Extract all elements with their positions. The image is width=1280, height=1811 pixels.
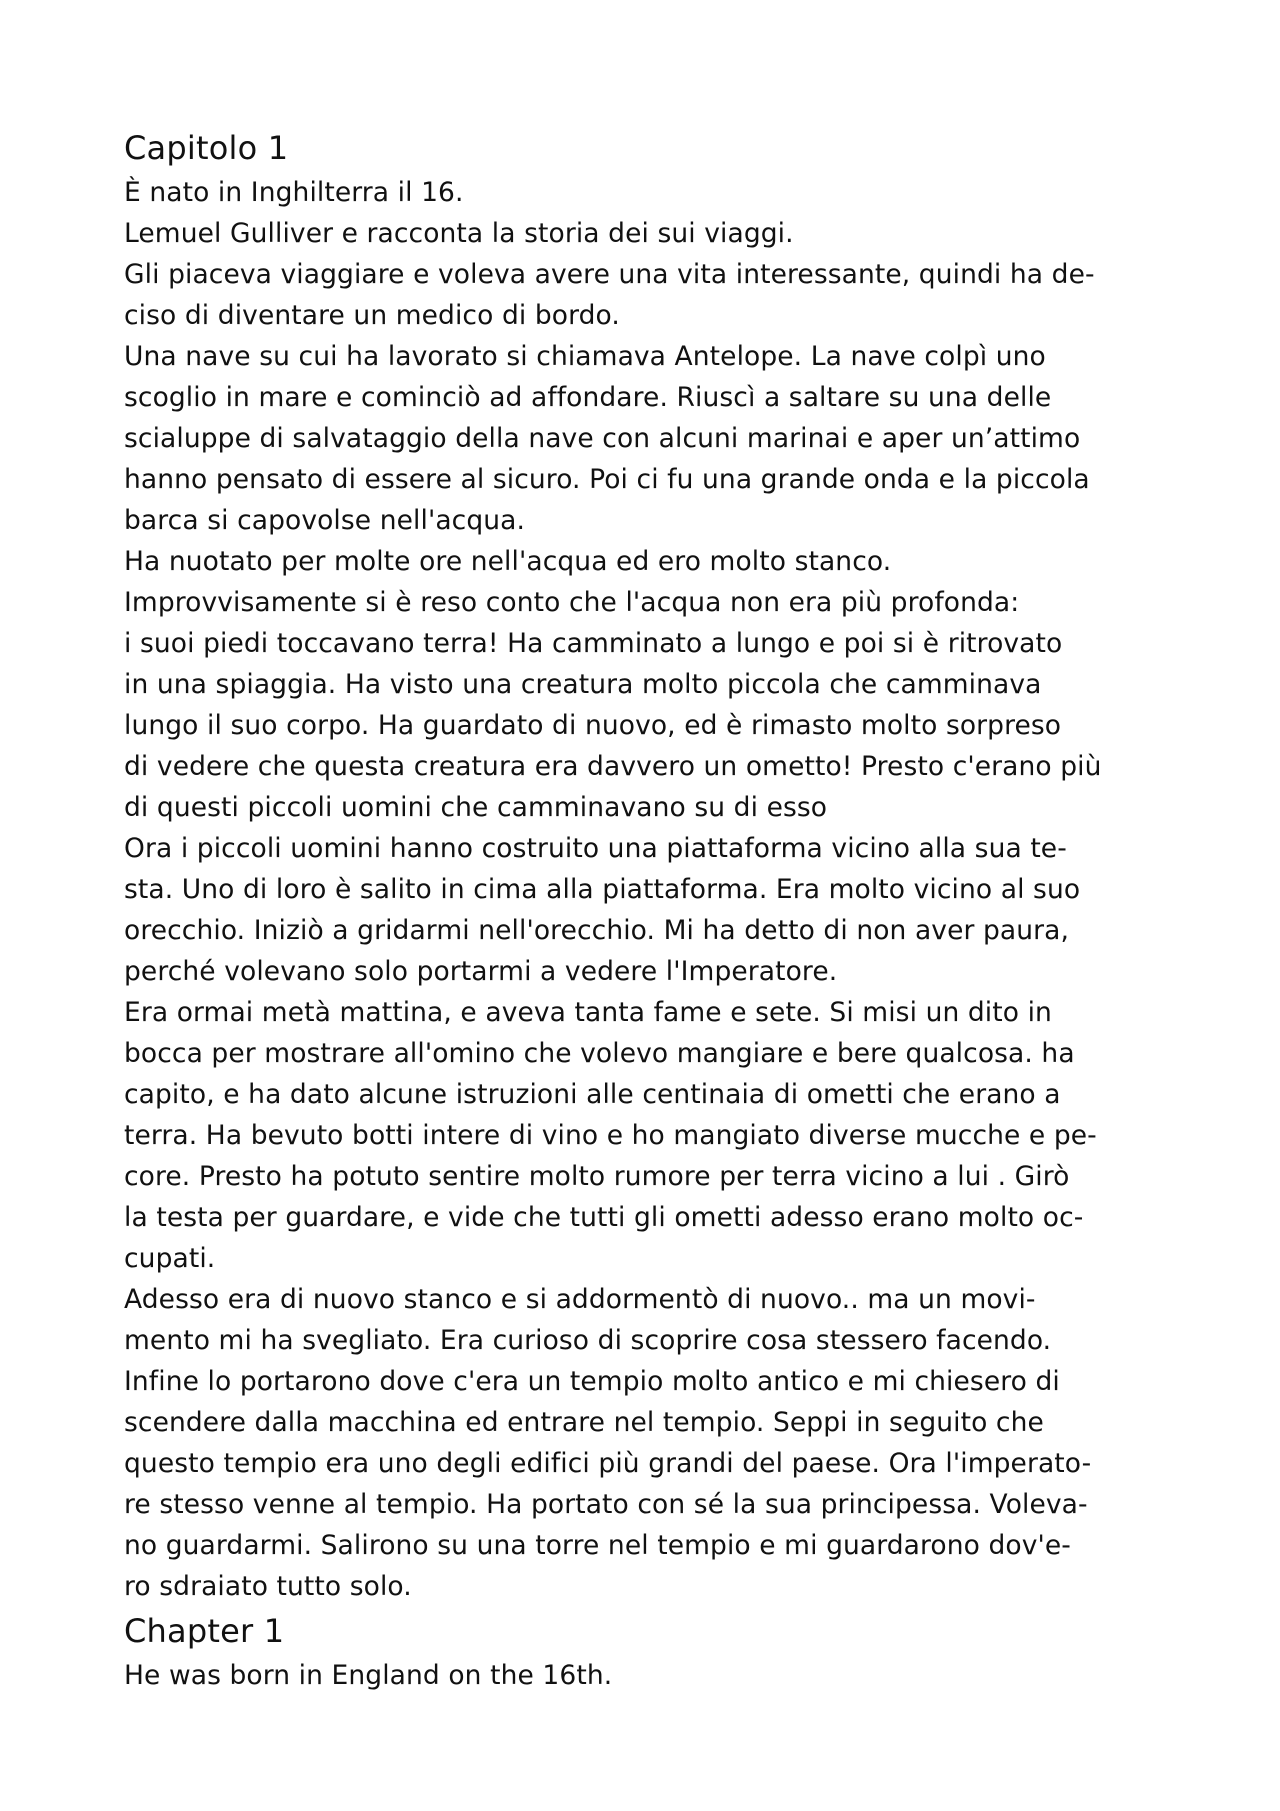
text-line: barca si capovolse nell'acqua. [124, 505, 526, 536]
text-line: ro sdraiato tutto solo. [124, 1571, 412, 1602]
text-line: È nato in Inghilterra il 16. [124, 177, 464, 208]
text-line: capito, e ha dato alcune istruzioni alle centinaia di ometti che erano a [124, 1079, 1061, 1110]
text-line: scendere dalla macchina ed entrare nel tempio. Seppi in seguito che [124, 1407, 1044, 1438]
text-line: questo tempio era uno degli edifici più grandi del paese. Ora l'imperato- [124, 1448, 1092, 1479]
text-line: sta. Uno di loro è salito in cima alla piattaforma. Era molto vicino al suo [124, 874, 1081, 905]
text-line: Improvvisamente si è reso conto che l'acqua non era più profonda: [124, 587, 1020, 618]
text-line: i suoi piedi toccavano terra! Ha camminato a lungo e poi si è ritrovato [124, 628, 1063, 659]
text-line: Una nave su cui ha lavorato si chiamava Antelope. La nave colpì uno [124, 341, 1046, 372]
text-line: lungo il suo corpo. Ha guardato di nuovo, ed è rimasto molto sorpreso [124, 710, 1062, 741]
text-line: ciso di diventare un medico di bordo. [124, 300, 620, 331]
text-line: He was born in England on the 16th. [124, 1660, 613, 1691]
text-line: mento mi ha svegliato. Era curioso di scoprire cosa stessero facendo. [124, 1325, 1052, 1356]
chapter-heading-italian: Capitolo 1 [124, 129, 289, 167]
text-line: Era ormai metà mattina, e aveva tanta fame e sete. Si misi un dito in [124, 997, 1052, 1028]
document-page [124, 124, 1174, 1696]
text-line: Infine lo portarono dove c'era un tempio molto antico e mi chiesero di [124, 1366, 1060, 1397]
text-line: re stesso venne al tempio. Ha portato con sé la sua principessa. Voleva- [124, 1489, 1088, 1520]
text-line: no guardarmi. Salirono su una torre nel tempio e mi guardarono dov'e- [124, 1530, 1071, 1561]
text-line: scialuppe di salvataggio della nave con alcuni marinai e aper un’attimo [124, 423, 1081, 454]
text-line: scoglio in mare e cominciò ad affondare. Riuscì a saltare su una delle [124, 382, 1052, 413]
text-line: in una spiaggia. Ha visto una creatura molto piccola che camminava [124, 669, 1042, 700]
text-line: core. Presto ha potuto sentire molto rumore per terra vicino a lui . Girò [124, 1161, 1070, 1192]
text-line: perché volevano solo portarmi a vedere l'Imperatore. [124, 956, 838, 987]
text-line: Lemuel Gulliver e racconta la storia dei sui viaggi. [124, 218, 794, 249]
text-line: di questi piccoli uomini che camminavano su di esso [124, 792, 828, 823]
text-line: la testa per guardare, e vide che tutti gli ometti adesso erano molto oc- [124, 1202, 1084, 1233]
text-line: bocca per mostrare all'omino che volevo mangiare e bere qualcosa. ha [124, 1038, 1075, 1069]
chapter-body-italian [124, 172, 1174, 1607]
chapter-heading-english: Chapter 1 [124, 1612, 285, 1650]
text-line: Ora i piccoli uomini hanno costruito una piattaforma vicino alla sua te- [124, 833, 1067, 864]
text-line: orecchio. Iniziò a gridarmi nell'orecchio. Mi ha detto di non aver paura, [124, 915, 1070, 946]
text-line: Adesso era di nuovo stanco e si addormentò di nuovo.. ma un movi- [124, 1284, 1036, 1315]
text-line: Gli piaceva viaggiare e voleva avere una vita interessante, quindi ha de- [124, 259, 1095, 290]
text-line: Ha nuotato per molte ore nell'acqua ed ero molto stanco. [124, 546, 892, 577]
text-line: cupati. [124, 1243, 216, 1274]
chapter-body-english [124, 1655, 1174, 1696]
text-line: di vedere che questa creatura era davvero un ometto! Presto c'erano più [124, 751, 1102, 782]
text-line: terra. Ha bevuto botti intere di vino e ho mangiato diverse mucche e pe- [124, 1120, 1097, 1151]
text-line: hanno pensato di essere al sicuro. Poi ci fu una grande onda e la piccola [124, 464, 1090, 495]
